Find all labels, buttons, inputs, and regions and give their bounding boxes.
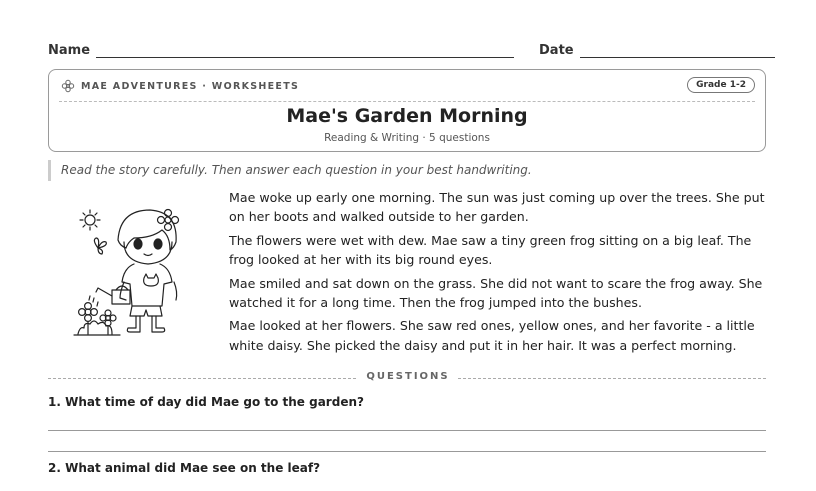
story-paragraph: Mae smiled and sat down on the grass. She did not want to scare the frog away. She watched it for a long time. Then the frog jumped into the bushes. xyxy=(229,275,763,310)
name-write-line[interactable] xyxy=(96,41,514,58)
story-text xyxy=(229,188,769,359)
name-field xyxy=(48,41,514,58)
date-label: Date xyxy=(539,43,574,58)
worksheet-title: Mae's Garden Morning xyxy=(286,105,528,127)
story-paragraph: Mae looked at her flowers. She saw red ones, yellow ones, and her favorite - a little white daisy. She picked the daisy and put it in her hair. It was a perfect morning. xyxy=(229,318,755,353)
question-2 xyxy=(48,461,320,475)
date-field xyxy=(539,41,775,58)
date-write-line[interactable] xyxy=(580,41,775,58)
header-card xyxy=(48,69,766,152)
story-paragraph: Mae woke up early one morning. The sun was just coming up over the trees. She put on her boots and walked outside to her garden. xyxy=(229,190,765,225)
grade-badge: Grade 1-2 xyxy=(687,77,755,93)
answer-line-1[interactable] xyxy=(48,430,766,431)
instruction-text: Read the story carefully. Then answer each question in your best handwriting. xyxy=(48,160,766,181)
question-number: 2. xyxy=(48,461,61,475)
brand-text: MAE ADVENTURES · WORKSHEETS xyxy=(81,80,300,92)
question-text: What time of day did Mae go to the garden? xyxy=(65,395,364,409)
brand xyxy=(61,79,299,93)
worksheet-subtitle: Reading & Writing · 5 questions xyxy=(324,132,490,144)
questions-heading: QUESTIONS xyxy=(366,371,450,382)
flower-icon xyxy=(61,79,75,93)
card-divider xyxy=(59,101,755,102)
girl-watering-flowers-illustration xyxy=(70,198,204,340)
question-text: What animal did Mae see on the leaf? xyxy=(65,461,321,475)
story-paragraph: The flowers were wet with dew. Mae saw a tiny green frog sitting on a big leaf. The frog looked at her with its big round eyes. xyxy=(229,232,752,267)
question-number: 1. xyxy=(48,395,61,409)
question-1 xyxy=(48,395,364,409)
name-label: Name xyxy=(48,43,91,58)
answer-line-1b[interactable] xyxy=(48,451,766,452)
